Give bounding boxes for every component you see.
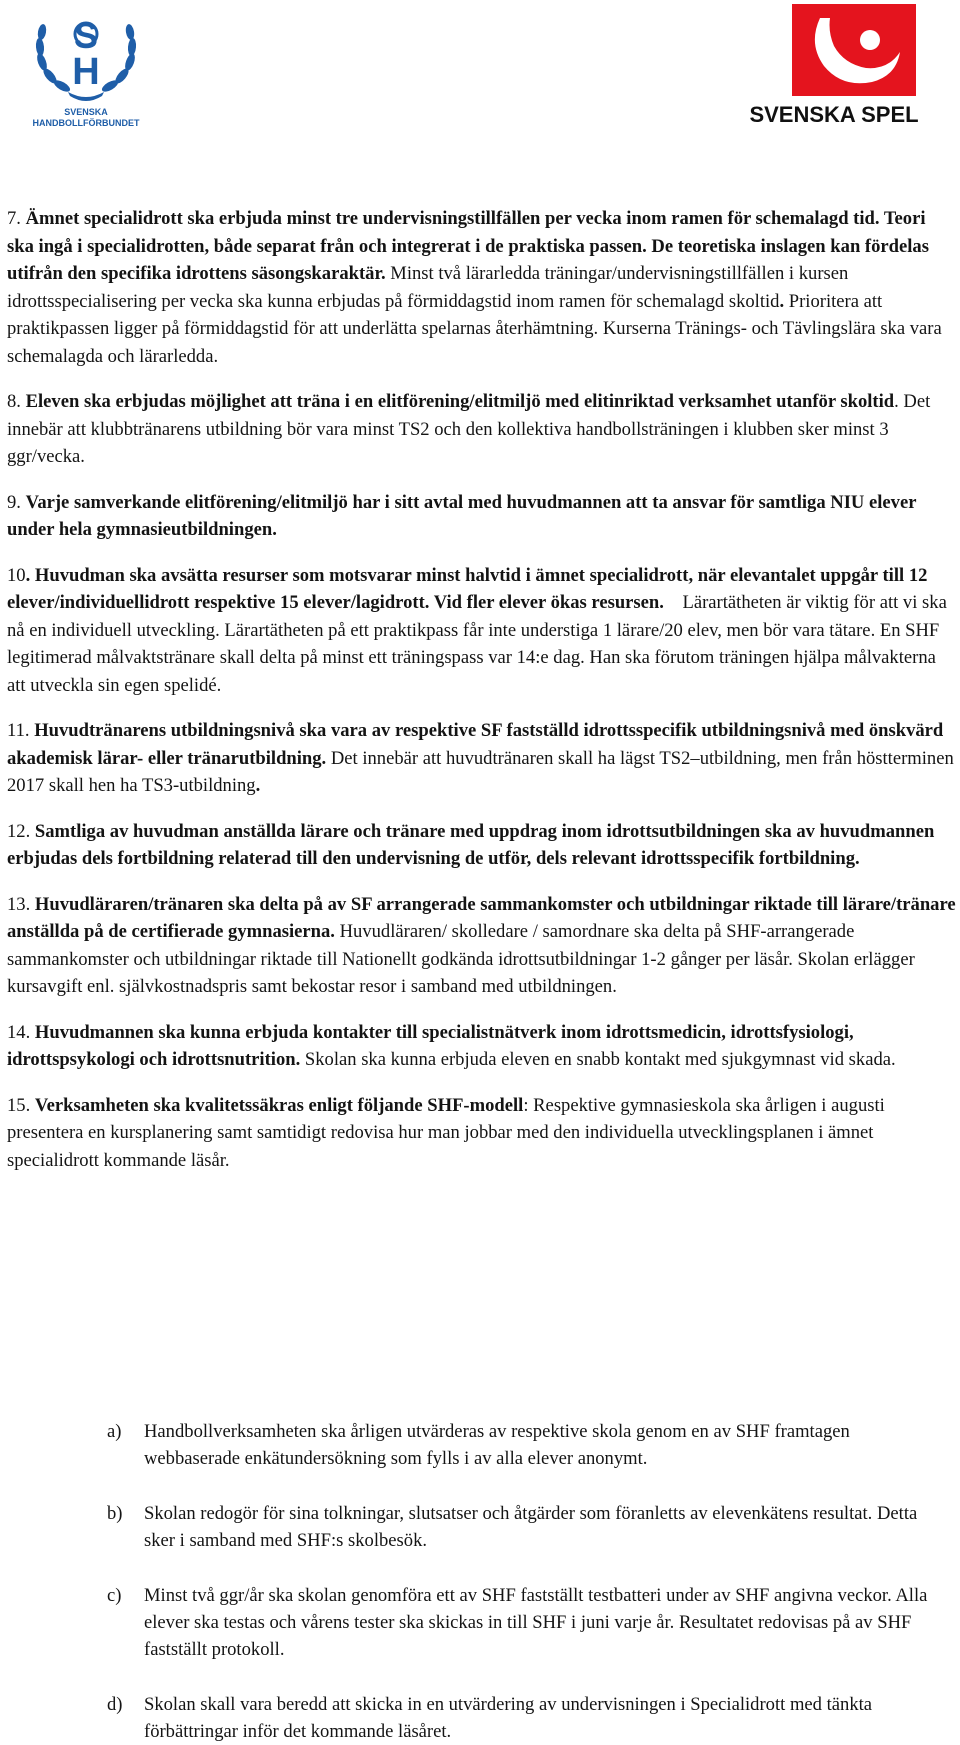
- paragraph-13: 13. Huvudläraren/tränaren ska delta på av SF arrangerade sammankomster och utbildningar riktade till lärare/tränare anställda på de certifierade gymnasierna. Huvudläraren/ skolledare / samordnare ska delta på SHF-arrangerade sammankomster och utbildningar riktade till Nationellt godkända idrottsutbildningar 1-2 gånger per läsår. Skolan erlägger kursavgift enl. självkostnadspris samt bekostar resor i samband med utbildningen.: [7, 893, 956, 997]
- svenska-spel-logo: [748, 4, 920, 132]
- svenska-spel-logo-text: SVENSKA SPEL: [749, 102, 919, 127]
- shf-logo: [28, 2, 144, 134]
- list-marker: d): [107, 1694, 123, 1715]
- paragraph-14: 14. Huvudmannen ska kunna erbjuda kontakter till specialistnätverk inom idrottsmedicin, idrottsfysiologi, idrottspsykologi och idrottsnutrition. Skolan ska kunna erbjuda eleven en snabb kontakt med sjukgymnast vid skada.: [7, 1021, 896, 1070]
- quality-model-list: [107, 1418, 947, 1745]
- list-item-text: Minst två ggr/år ska skolan genomföra ett av SHF fastställt testbatteri under av SHF angivna veckor. Alla elever ska testas och vårens tester ska skickas in till SHF i juni varje år. Resultatet redovisas på av SHF fastställt protokoll.: [144, 1585, 928, 1660]
- paragraph-8: 8. Eleven ska erbjudas möjlighet att träna i en elitförening/elitmiljö med elitinriktad verksamhet utanför skoltid. Det innebär att klubbtränarens utbildning bör vara minst TS2 och den kollektiva handbollsträningen i klubben sker minst 3 ggr/vecka.: [7, 391, 931, 467]
- list-item-text: Skolan skall vara beredd att skicka in en utvärdering av undervisningen i Specialidrott med tänkta förbättringar inför det kommande läsåret.: [144, 1694, 873, 1742]
- list-marker: c): [107, 1585, 122, 1606]
- shf-logo-line2: HANDBOLLFÖRBUNDET: [32, 118, 140, 128]
- list-item: [107, 1500, 947, 1554]
- document-body: [7, 205, 957, 1192]
- list-marker: b): [107, 1503, 123, 1524]
- paragraph-9: 9. Varje samverkande elitförening/elitmiljö har i sitt avtal med huvudmannen att ta ansvar för samtliga NIU elever under hela gymnasieutbildningen.: [7, 491, 917, 540]
- list-item-text: Handbollverksamheten ska årligen utvärderas av respektive skola genom en av SHF framtagen webbaserade enkätundersökning som fylls i av alla elever anonymt.: [144, 1421, 850, 1469]
- paragraph-12: 12. Samtliga av huvudman anställda lärare och tränare med uppdrag inom idrottsutbildningen ska av huvudmannen erbjudas dels fortbildning relaterad till den undervisning de utför, dels relevant idrottsspecifik fortbildning.: [7, 820, 935, 869]
- list-item: [107, 1582, 947, 1663]
- paragraph-11: 11. Huvudtränarens utbildningsnivå ska vara av respektive SF fastställd idrottsspecifik utbildningsnivå med önskvärd akademisk lärar- eller tränarutbildning. Det innebär att huvudtränaren skall ha lägst TS2–utbildning, men från höstterminen 2017 skall hen ha TS3-utbildning.: [7, 720, 954, 796]
- shf-logo-line1: SVENSKA: [64, 107, 108, 117]
- svg-text:S: S: [73, 15, 99, 56]
- paragraph-7: 7. Ämnet specialidrott ska erbjuda minst tre undervisningstillfällen per vecka inom ramen för schemalagd tid. Teori ska ingå i specialidrotten, både separat från och integrerat i de praktiska passen. De teoretiska inslagen kan fördelas utifrån den specifika idrottens säsongskaraktär. Minst två lärarledda träningar/undervisningstillfällen i kursen idrottsspecialisering per vecka ska kunna erbjudas på förmiddagstid inom ramen för schemalagd skoltid. Prioritera att praktikpassen ligger på förmiddagstid för att underlätta spelarnas återhämtning. Kurserna Tränings- och Tävlingslära ska vara schemalagda och lärarledda.: [7, 208, 942, 367]
- svg-text:H: H: [72, 51, 100, 93]
- paragraph-15: 15. Verksamheten ska kvalitetssäkras enligt följande SHF-modell: Respektive gymnasieskola ska årligen i augusti presentera en kursplanering samt samtidigt redovisa hur man jobbar med den individuella utvecklingsplanen i ämnet specialidrott kommande läsår.: [7, 1094, 885, 1171]
- list-item: [107, 1691, 947, 1745]
- list-item-text: Skolan redogör för sina tolkningar, slutsatser och åtgärder som föranletts av elevenkätens resultat. Detta sker i samband med SHF:s skolbesök.: [144, 1503, 918, 1551]
- paragraph-10: 10. Huvudman ska avsätta resurser som motsvarar minst halvtid i ämnet specialidrott, när elevantalet uppgår till 12 elever/individuellidrott respektive 15 elever/lagidrott. Vid fler elever ökas resursen. Lärartätheten är viktig för att vi ska nå en individuell utveckling. Lärartätheten på ett praktikpass får inte understiga 1 lärare/20 elev, men bör vara tätare. En SHF legitimerad målvaktstränare skall delta på minst ett träningspass var 14:e dag. Han ska förutom träningen hjälpa målvakterna att utveckla sin egen spelidé.: [7, 564, 952, 696]
- list-marker: a): [107, 1421, 122, 1442]
- list-item: [107, 1418, 947, 1472]
